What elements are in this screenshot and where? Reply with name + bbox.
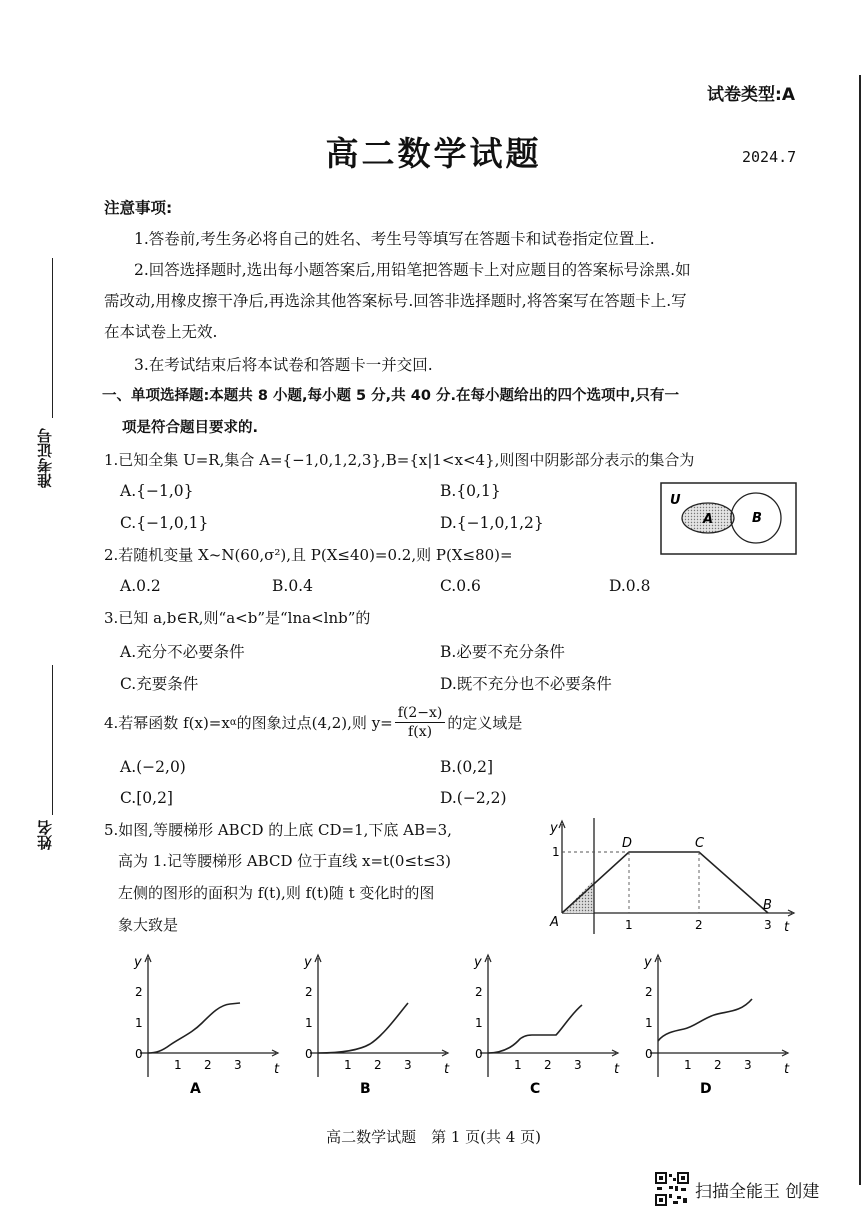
graph-tick-x1: 1	[344, 1058, 352, 1072]
trap-point-c: C	[695, 836, 705, 851]
q1-option-c: C.{−1,0,1}	[120, 514, 209, 532]
q2-option-c: C.0.6	[440, 577, 481, 595]
graph-tick-y2: 2	[645, 985, 653, 999]
graph-y-label: y	[644, 955, 652, 970]
graph-origin-label: 0	[475, 1047, 483, 1061]
q3-option-b: B.必要不充分条件	[440, 643, 565, 661]
trap-point-b: B	[763, 898, 772, 913]
q1-option-b: B.{0,1}	[440, 482, 501, 500]
qr-code-icon	[655, 1172, 689, 1206]
q1-option-a: A.{−1,0}	[120, 482, 194, 500]
graph-tick-y2: 2	[305, 985, 313, 999]
q5-graph-option-c	[460, 950, 625, 1100]
q5-line-2: 高为 1.记等腰梯形 ABCD 位于直线 x=t(0≤t≤3)	[118, 852, 452, 870]
q5-graph-option-d	[630, 950, 795, 1100]
q4-fraction	[395, 704, 446, 741]
q3-option-c: C.充要条件	[120, 675, 199, 693]
q2-option-a: A.0.2	[120, 577, 161, 595]
trap-tick-x1: 1	[625, 918, 633, 932]
graph-t-label: t	[444, 1062, 450, 1077]
q4-option-c: C.[0,2]	[120, 789, 173, 807]
graph-tick-x1: 1	[684, 1058, 692, 1072]
q4-exponent: α	[229, 717, 237, 728]
venn-u-label: U	[670, 493, 681, 508]
notice-line-2: 2.回答选择题时,选出每小题答案后,用铅笔把答题卡上对应题目的答案标号涂黑.如	[134, 261, 691, 279]
page-footer: 高二数学试题 第 1 页(共 4 页)	[326, 1128, 541, 1146]
graph-tick-y1: 1	[135, 1016, 143, 1030]
q4-stem-mid: 的图象过点(4,2),则 y=	[236, 714, 393, 732]
q2-stem: 2.若随机变量 X~N(60,σ²),且 P(X≤40)=0.2,则 P(X≤80)=	[104, 546, 513, 564]
graph-tick-x1: 1	[514, 1058, 522, 1072]
name-line	[52, 665, 53, 815]
graph-tick-y1: 1	[305, 1016, 313, 1030]
q4-stem-post: 的定义域是	[447, 714, 523, 732]
graph-tick-x2: 2	[204, 1058, 212, 1072]
q5-graph-option-b	[290, 950, 455, 1100]
trap-point-a: A	[550, 915, 559, 930]
graph-tick-y1: 1	[645, 1016, 653, 1030]
trap-tick-x2: 2	[695, 918, 703, 932]
notice-line-3: 需改动,用橡皮擦干净后,再选涂其他答案标号.回答非选择题时,将答案写在答题卡上.写	[104, 292, 687, 310]
graph-y-label: y	[134, 955, 142, 970]
graph-origin-label: 0	[305, 1047, 313, 1061]
trap-t-label: t	[784, 920, 790, 935]
q1-option-d: D.{−1,0,1,2}	[440, 514, 544, 532]
graph-t-label: t	[614, 1062, 620, 1077]
exam-id-label: 准考证号	[36, 428, 54, 488]
right-border-line	[859, 75, 861, 1185]
q5-line-4: 象大致是	[118, 916, 179, 934]
trap-y-label: y	[550, 821, 558, 836]
graph-curve	[318, 1003, 408, 1053]
q3-option-d: D.既不充分也不必要条件	[440, 675, 612, 693]
q4-option-d: D.(−2,2)	[440, 789, 507, 807]
section1-line1: 一、单项选择题:本题共 8 小题,每小题 5 分,共 40 分.在每小题给出的四个选项中,只有一	[102, 388, 679, 404]
venn-diagram	[660, 482, 798, 556]
q5-line-1: 5.如图,等腰梯形 ABCD 的上底 CD=1,下底 AB=3,	[104, 821, 452, 839]
q2-option-d: D.0.8	[609, 577, 651, 595]
q5-line-3: 左侧的图形的面积为 f(t),则 f(t)随 t 变化时的图	[118, 884, 435, 902]
graph-tick-y2: 2	[135, 985, 143, 999]
q4-frac-num: f(2−x)	[395, 704, 446, 723]
exam-date: 2024.7	[742, 148, 797, 166]
graph-option-label: B	[360, 1081, 371, 1097]
graph-t-label: t	[274, 1062, 280, 1077]
notice-heading: 注意事项:	[104, 199, 173, 217]
graph-origin-label: 0	[645, 1047, 653, 1061]
venn-a-label: A	[703, 512, 714, 527]
graph-curve	[658, 999, 752, 1041]
q4-stem-pre: 4.若幂函数 f(x)=x	[104, 714, 230, 732]
notice-line-1: 1.答卷前,考生务必将自己的姓名、考生号等填写在答题卡和试卷指定位置上.	[134, 230, 655, 248]
watermark-text: 扫描全能王 创建	[695, 1181, 820, 1202]
graph-tick-x3: 3	[744, 1058, 752, 1072]
q4-stem	[104, 704, 522, 741]
graph-tick-y2: 2	[475, 985, 483, 999]
scanner-watermark	[655, 1172, 819, 1206]
section1-line2: 项是符合题目要求的.	[122, 420, 259, 436]
graph-option-label: A	[190, 1081, 201, 1097]
graph-tick-y1: 1	[475, 1016, 483, 1030]
graph-tick-x3: 3	[234, 1058, 242, 1072]
graph-tick-x1: 1	[174, 1058, 182, 1072]
trap-point-d: D	[622, 836, 633, 851]
q3-stem: 3.已知 a,b∈R,则“a<b”是“lna<lnb”的	[104, 609, 371, 627]
q1-stem: 1.已知全集 U=R,集合 A={−1,0,1,2,3},B={x|1<x<4},则图中阴影部分表示的集合为	[104, 451, 695, 469]
graph-y-label: y	[304, 955, 312, 970]
graph-option-label: D	[700, 1081, 712, 1097]
graph-curve	[488, 1005, 582, 1053]
graph-tick-x2: 2	[544, 1058, 552, 1072]
exam-id-line	[52, 258, 53, 418]
q2-option-b: B.0.4	[272, 577, 313, 595]
name-label: 姓名	[36, 820, 54, 850]
graph-t-label: t	[784, 1062, 790, 1077]
trapezoid-figure	[542, 816, 802, 940]
notice-line-5: 3.在考试结束后将本试卷和答题卡一并交回.	[134, 356, 433, 374]
q4-option-a: A.(−2,0)	[120, 758, 186, 776]
graph-option-label: C	[530, 1081, 541, 1097]
graph-origin-label: 0	[135, 1047, 143, 1061]
graph-tick-x2: 2	[714, 1058, 722, 1072]
notice-line-4: 在本试卷上无效.	[104, 323, 218, 341]
graph-curve	[148, 1003, 240, 1053]
q3-option-a: A.充分不必要条件	[120, 643, 245, 661]
graph-tick-x3: 3	[574, 1058, 582, 1072]
q5-graph-option-a	[120, 950, 285, 1100]
graph-tick-x3: 3	[404, 1058, 412, 1072]
q4-frac-den: f(x)	[408, 724, 433, 740]
page-title: 高二数学试题	[325, 134, 542, 173]
venn-b-label: B	[752, 511, 762, 526]
paper-type: 试卷类型:A	[707, 85, 795, 105]
trap-tick-x3: 3	[764, 918, 772, 932]
graph-tick-x2: 2	[374, 1058, 382, 1072]
q4-option-b: B.(0,2]	[440, 758, 494, 776]
graph-y-label: y	[474, 955, 482, 970]
trap-tick-y1: 1	[552, 845, 560, 859]
